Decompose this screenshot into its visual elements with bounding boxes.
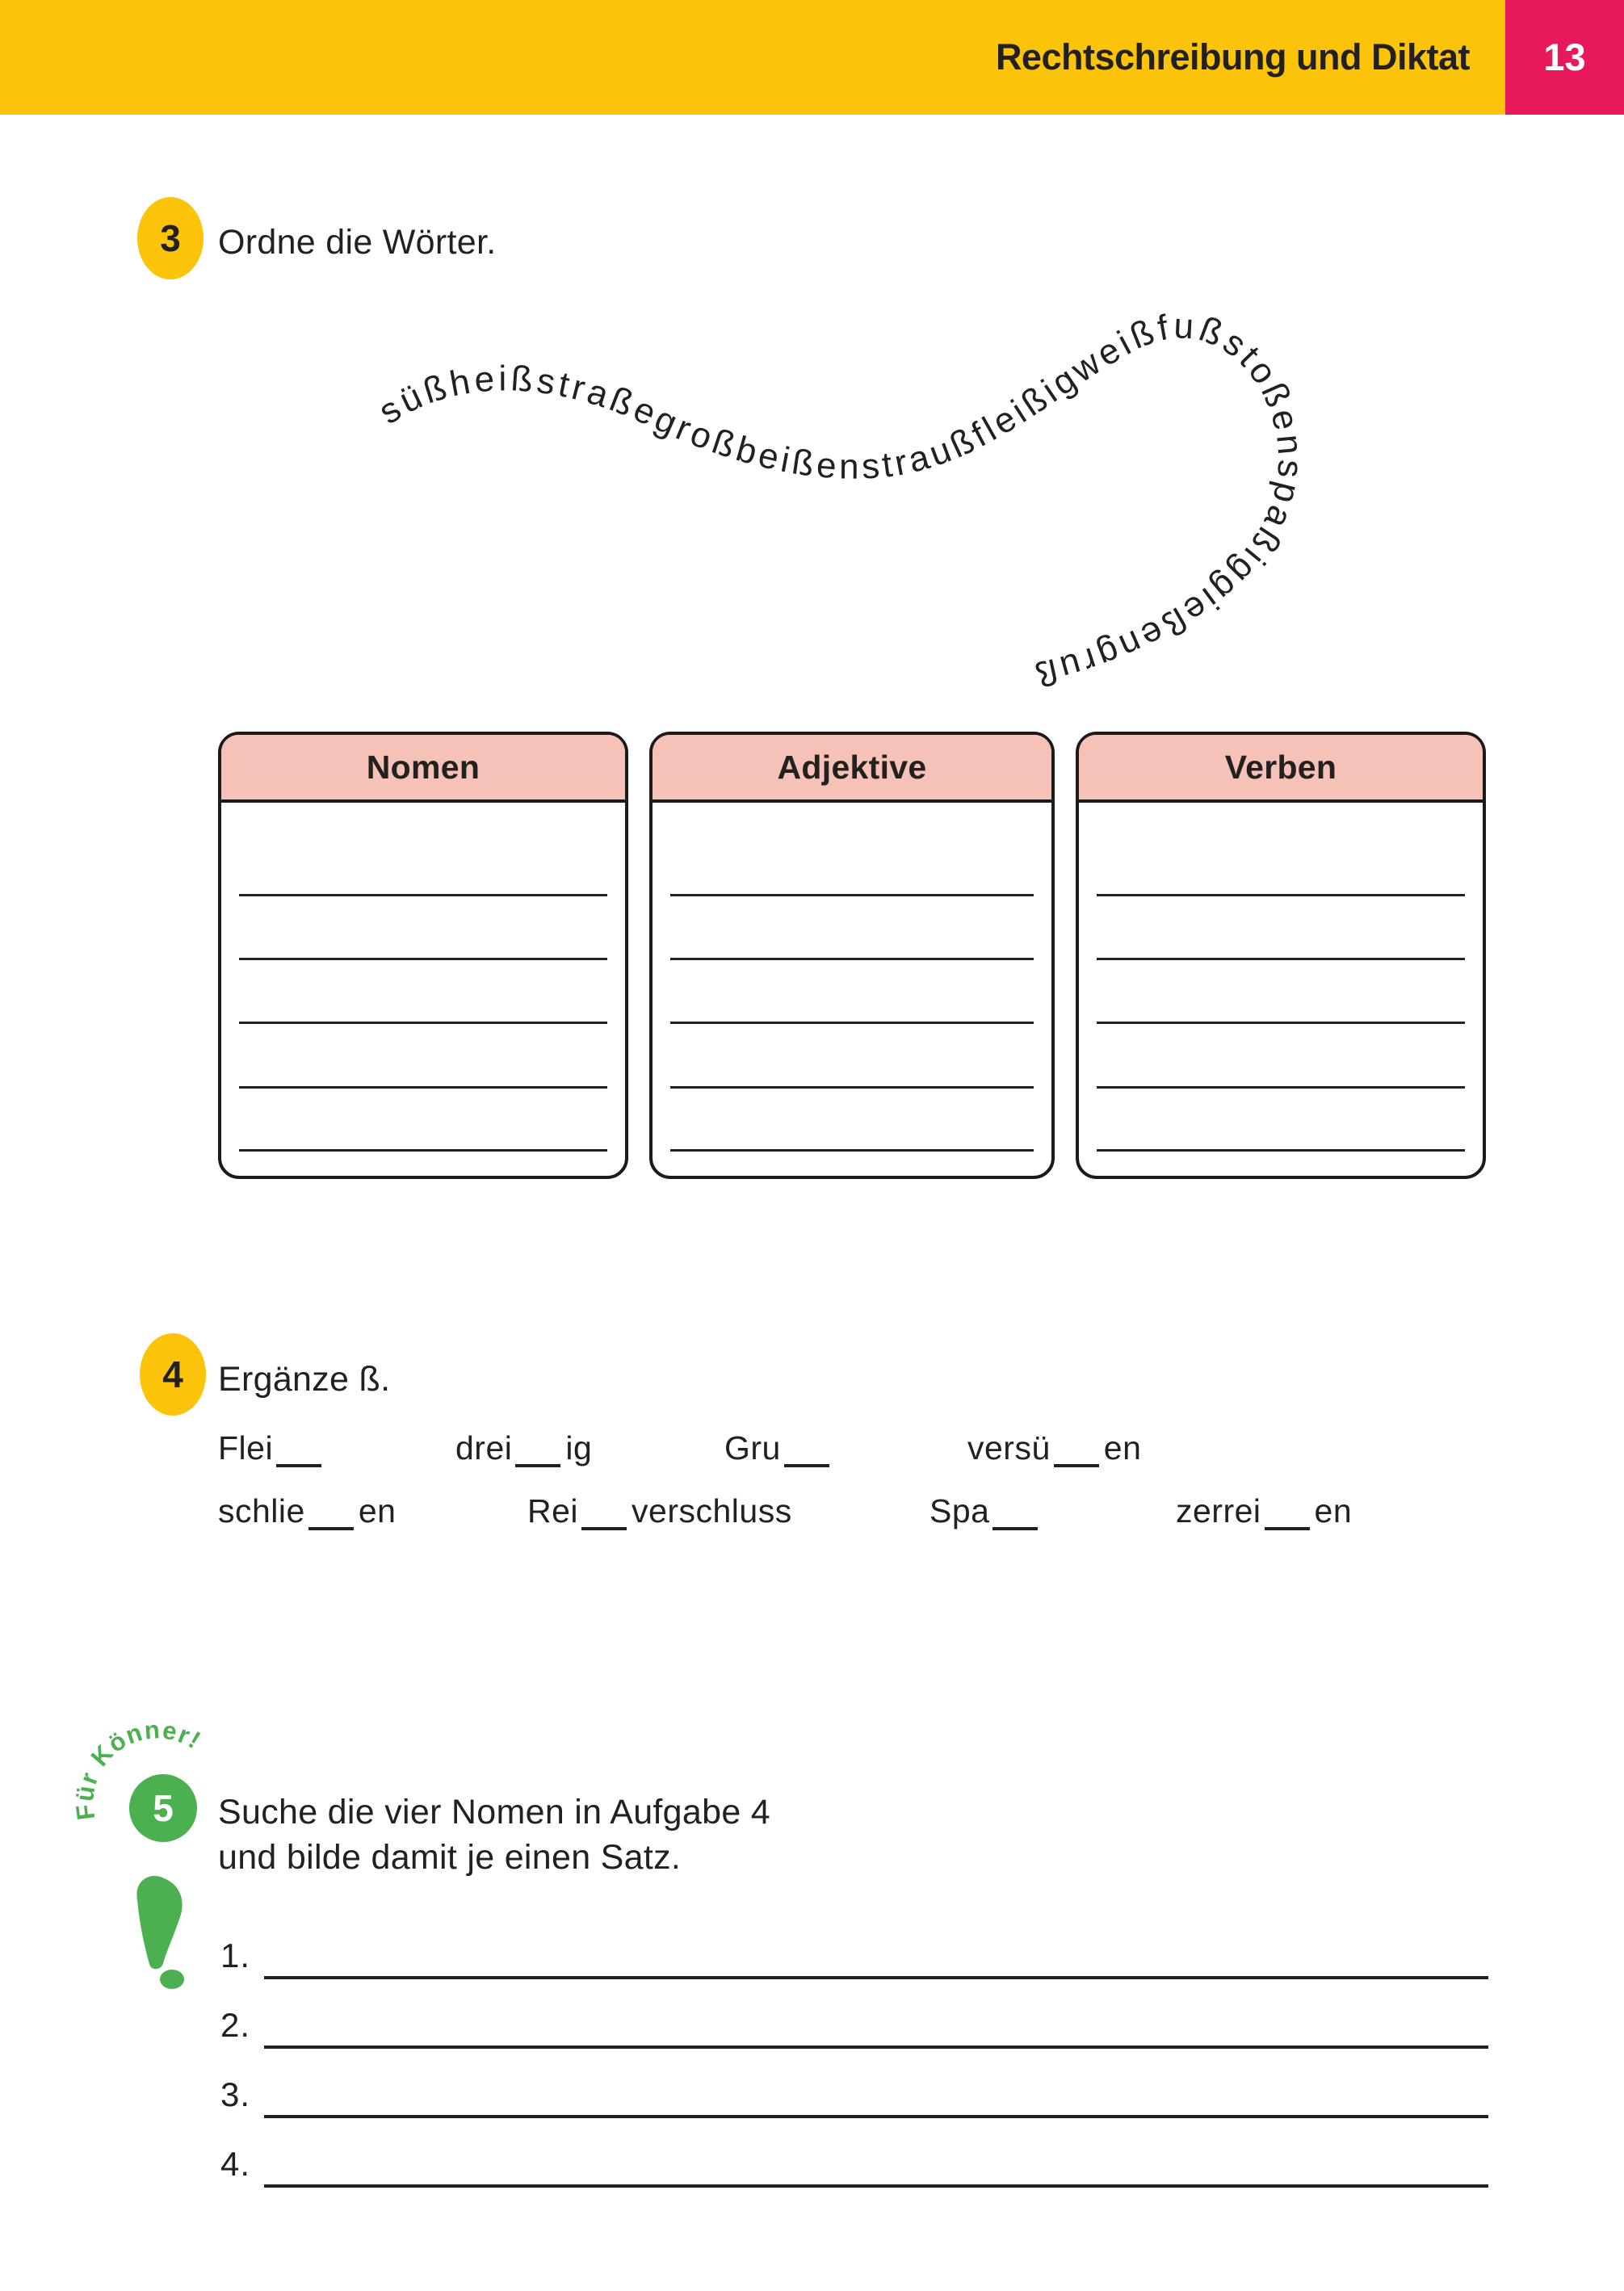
ex5-answer-line[interactable] (264, 2184, 1488, 2188)
write-line[interactable] (670, 958, 1034, 960)
fuer-koenner-text: Für Könner! (70, 1715, 207, 1822)
sort-box-nomen (218, 732, 628, 1179)
ex4-blank[interactable] (308, 1524, 354, 1530)
ex4-word: drei ig (455, 1429, 593, 1466)
write-line[interactable] (670, 1086, 1034, 1089)
write-line[interactable] (1097, 1022, 1465, 1024)
ex4-word: Flei (218, 1429, 326, 1467)
exercise4-instruction: Ergänze ß. (218, 1360, 391, 1399)
ex5-answer-row (220, 2006, 1488, 2056)
exercise5-number: 5 (153, 1787, 174, 1829)
sort-box-verben-header: Verben (1079, 735, 1483, 803)
write-line[interactable] (1097, 894, 1465, 896)
ex4-blank[interactable] (276, 1461, 321, 1467)
write-line[interactable] (239, 894, 607, 896)
ex4-blank[interactable] (515, 1461, 560, 1467)
ex5-answer-line[interactable] (264, 2046, 1488, 2049)
exercise3-instruction: Ordne die Wörter. (218, 223, 497, 262)
exercise4-number: 4 (162, 1353, 183, 1395)
exercise5-marker (129, 1774, 197, 1842)
ex5-answer-row (220, 2075, 1488, 2125)
ex4-blank[interactable] (992, 1524, 1038, 1530)
write-line[interactable] (239, 1086, 607, 1089)
word-snake (371, 306, 1310, 695)
ex4-blank[interactable] (784, 1461, 829, 1467)
ex4-word: schlie en (218, 1492, 397, 1529)
ex4-blank[interactable] (1265, 1524, 1310, 1530)
sort-box-nomen-header: Nomen (221, 735, 625, 803)
exercise3-number: 3 (160, 217, 181, 259)
sort-box-adjektive-header: Adjektive (653, 735, 1051, 803)
page-number-box (1505, 0, 1624, 115)
ex4-word: Gru (724, 1429, 834, 1467)
exercise3-marker (137, 197, 204, 279)
ex5-item-number: 1. (220, 1936, 251, 1974)
exercise4-marker (140, 1333, 206, 1416)
ex4-word: versü en (967, 1429, 1142, 1466)
exercise5-instruction-line1: Suche die vier Nomen in Aufgabe 4 (218, 1793, 771, 1832)
exercise5-instruction-line2: und bilde damit je einen Satz. (218, 1838, 682, 1877)
ex4-word: Rei verschluss (527, 1492, 792, 1529)
page-title: Rechtschreibung und Diktat (995, 36, 1470, 78)
write-line[interactable] (1097, 958, 1465, 960)
ex4-blank[interactable] (1054, 1461, 1099, 1467)
write-line[interactable] (1097, 1149, 1465, 1152)
exclamation-icon (136, 1876, 184, 1989)
write-line[interactable] (670, 894, 1034, 896)
write-line[interactable] (670, 1149, 1034, 1152)
header-bar (0, 0, 1505, 115)
ex5-answer-row (220, 1936, 1488, 1987)
ex5-item-number: 3. (220, 2075, 251, 2113)
ex4-blank[interactable] (581, 1524, 627, 1530)
ex5-answer-row (220, 2145, 1488, 2195)
sort-box-adjektive (649, 732, 1055, 1179)
page-number: 13 (1543, 36, 1586, 78)
ex4-word: Spa (929, 1492, 1043, 1530)
sort-box-verben (1076, 732, 1486, 1179)
ex5-answer-line[interactable] (264, 1976, 1488, 1979)
write-line[interactable] (239, 1149, 607, 1152)
write-line[interactable] (239, 1022, 607, 1024)
word-snake-text: süßheißstraßegroßbeißenstraußfleißigweißfußstoßenspaßiggießengruß (371, 306, 1311, 695)
ex4-word: zerrei en (1176, 1492, 1353, 1529)
ex5-item-number: 2. (220, 2006, 251, 2044)
ex5-item-number: 4. (220, 2145, 251, 2183)
write-line[interactable] (239, 958, 607, 960)
write-line[interactable] (1097, 1086, 1465, 1089)
ex5-answer-line[interactable] (264, 2115, 1488, 2118)
write-line[interactable] (670, 1022, 1034, 1024)
